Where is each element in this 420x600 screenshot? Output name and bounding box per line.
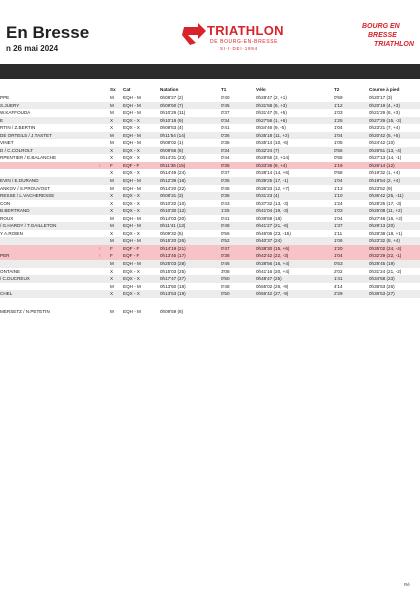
cell-team-name: E [0,117,4,123]
cell-velo: 0h36'33 (12, +7) [256,185,290,191]
cell-sex: M [110,178,114,184]
table-row [0,94,420,102]
cell-sex: M [110,102,114,108]
cell-velo: 0h38'56 (16, +4) [256,261,290,267]
cell-course-a-pied: 0h32'29 (22, -1) [369,253,402,259]
cell-velo: 0h38'14 (14, +6) [256,170,290,176]
cell-sex: F [110,253,113,259]
cell-team-name: / C.DUCREUX [0,276,30,282]
header-bar [0,64,420,79]
cell-natation: 0h25'03 (28) [160,261,186,267]
cell-sex: X [110,193,114,199]
cell-velo: 0h35'18 (11, +2) [256,132,290,138]
table-row [0,275,420,283]
cell-t1: 3'08 [221,268,230,274]
cell-natation: 0h14'31 (23) [160,155,186,161]
cell-category: EQH - M [123,308,141,314]
cell-natation: 0h13'50 (18) [160,283,186,289]
cell-velo: 0h37'32 (13, -3) [256,200,289,206]
cell-category: EQX - X [123,230,140,236]
cell-sex: X [110,155,114,161]
cell-category: EQX - X [123,125,140,131]
col-header-t1: T1 [221,87,227,92]
table-row [0,139,420,147]
cell-course-a-pied: 0h20'17 (3) [369,95,393,100]
results-table [0,86,420,315]
cell-team-name: CON [0,200,11,206]
table-row [0,207,420,215]
cell-natation: 0h12'39 (16) [160,178,186,184]
cell-natation: 0h14'19 (21) [160,245,186,251]
table-row [0,237,420,245]
cell-category: EQH - M [123,132,141,138]
cell-velo: 0h42'42 (22, -3) [256,253,289,259]
cell-t2: 0'58 [334,170,343,176]
cell-natation: 0h13'45 (17) [160,253,186,259]
cell-t2: 1'10 [334,193,343,199]
cell-course-a-pied: 0h24'42 (10) [369,140,395,146]
cell-category: EQX - X [123,200,140,206]
cell-velo: 0h31'47 (5, +5) [256,110,287,116]
table-row [0,268,420,276]
cell-velo: 0h41'27 (21, -6) [256,223,289,229]
cell-t2: 2'02 [334,268,343,274]
cell-t1: 0'52 [221,238,230,244]
col-header-t2: T2 [334,87,340,92]
cell-velo: 0h41'04 (19, -3) [256,208,289,214]
cell-team-name: RESSE / L.VACHERESSE [0,193,55,199]
cell-natation: 0h09'50 (7) [160,102,184,108]
cell-natation: 0h13'53 (19) [160,291,186,297]
cell-t1: 0'38 [221,253,230,259]
cell-sex: M [110,110,114,116]
cell-velo: 0h39'59 (18) [256,215,282,221]
cell-t2: 1'25 [334,117,343,123]
table-row [0,177,420,185]
cell-t2: 1'06 [334,238,343,244]
cell-velo: 0h27'56 (1, +6) [256,117,287,123]
bb-logo-line: TRIATHLON [374,41,414,48]
cell-sex: F [110,245,113,251]
event-title: En Bresse [6,23,90,42]
cell-course-a-pied: 0h27'48 (16, +2) [369,215,403,221]
cell-team-name: Y A.ROBIN [0,230,23,236]
cell-category: EQX - X [123,291,140,297]
cell-t2: 1'19 [334,162,343,168]
cell-t1: 0'47 [221,245,230,251]
cell-team-name: CHEL [0,291,13,297]
table-row [0,162,420,170]
cell-t2: 2'29 [334,291,343,297]
female-icon: ♀ [98,253,102,259]
table-row [0,290,420,298]
cell-sex: X [110,276,114,282]
cell-t1: 0'35 [221,178,230,184]
cell-sex: X [110,200,114,206]
cell-t1: 0'36 [221,193,230,199]
table-row [0,252,420,260]
cell-category: EQH - M [123,102,141,108]
table-row [0,124,420,132]
table-row [0,200,420,208]
table-row [0,283,420,291]
cell-t1: 0'50 [221,276,230,282]
cell-category: EQH - M [123,110,141,116]
cell-natation: 0h09'32 (5) [160,230,184,236]
col-header-sx: Sx [110,87,116,92]
cell-sex: M [110,215,114,221]
cell-velo: 0h56'42 (27, -9) [256,291,289,297]
cell-team-name: / G.HARDY / T.GAILLETON [0,223,57,229]
cell-velo: 0h28'56 (3, +14) [256,155,290,161]
cell-t2: 0'59 [334,95,343,100]
cell-t2: 0'55 [334,147,343,153]
cell-category: EQX - X [123,208,140,214]
col-header-course-a-pied: Course à pied [369,87,400,92]
cell-t1: 0'48 [221,223,230,229]
cell-category: EQX - X [123,268,140,274]
triathlon-logo-sub: DE BOURG-EN-BRESSE [210,39,279,45]
cell-velo: 0h55'02 (26, -9) [256,283,289,289]
cell-t1: 0'41 [221,215,230,221]
cell-team-name: PER [0,253,10,259]
cell-velo: 0h32'24 (7) [256,147,280,153]
cell-sex: X [110,208,114,214]
cell-natation: 0h08'31 (3) [160,193,184,199]
cell-t1: 0'48 [221,283,230,289]
col-header-cat: Cat [123,87,131,92]
cell-sex: X [110,268,114,274]
cell-course-a-pied: 0h26'51 (13, -4) [369,147,402,153]
cell-sex: M [110,132,114,138]
cell-sex: X [110,291,114,297]
cell-velo: 0h33'36 (8, +4) [256,162,287,168]
cell-natation: 0h17'47 (27) [160,276,186,282]
cell-course-a-pied: 0h28'45 (19) [369,261,395,267]
cell-natation: 0h11'41 (13) [160,223,186,229]
cell-t2: 1'13 [334,185,343,191]
cell-category: EQH - M [123,178,141,184]
cell-natation: 0h10'20 (10) [160,200,186,206]
cell-category: EQX - X [123,117,140,123]
table-row [0,132,420,140]
table-header-row [0,86,420,94]
table-row [0,308,420,316]
cell-t2: 1'04 [334,132,343,138]
cell-course-a-pied: 0h28'38 (18, +1) [369,230,403,236]
cell-velo: 0h48'47 (25) [256,276,282,282]
cell-category: EQH - M [123,215,141,221]
cell-t1: 0'34 [221,147,230,153]
cell-t2: 4'14 [334,283,343,289]
cell-t2: 1'37 [334,223,343,229]
cell-t2: 1'04 [334,125,343,131]
cell-t1: 0'37 [221,170,230,176]
cell-course-a-pied: 0h25'08 (11, +2) [369,208,403,214]
cell-natation: 0h14'20 (22) [160,185,186,191]
cell-velo: 0h40'37 (24) [256,238,282,244]
female-icon: ♀ [98,162,102,168]
cell-t1: 0'56 [221,230,230,236]
cell-course-a-pied: 0h29'13 (20) [369,223,395,229]
cell-category: EQX - X [123,276,140,282]
col-header-natation: Natation [160,87,179,92]
cell-sex: M [110,95,114,100]
cell-t1: 0'35 [221,162,230,168]
table-row [0,245,420,253]
cell-category: EQH - M [123,261,141,267]
cell-sex: M [110,185,114,191]
table-row [0,192,420,200]
cell-team-name: MERSETZ / N.PETETIN [0,308,50,314]
cell-team-name: W.KAFFOUDA [0,110,31,116]
cell-t2: 1'05 [334,140,343,146]
cell-sex: X [110,230,114,236]
cell-t1: 0'37 [221,110,230,116]
cell-natation: 0h14'49 (24) [160,170,186,176]
cell-t1: 0'40 [221,95,230,100]
bb-logo-line: BOURG EN [362,23,400,30]
cell-course-a-pied: 0h27'29 (15, -2) [369,117,402,123]
cell-course-a-pied: 0h31'24 (21, -2) [369,268,402,274]
cell-course-a-pied: 0h19'54 (2, +4) [369,178,400,184]
cell-velo: 0h34'46 (9, -5) [256,125,286,131]
cell-category: EQX - X [123,147,140,153]
col-header-velo: Vélo [256,87,266,92]
cell-team-name: RPENTIER / E.BALANCHE [0,155,57,161]
cell-t1: 0'41 [221,125,230,131]
cell-category: EQH - M [123,185,141,191]
table-row [0,169,420,177]
cell-t2: 1'03 [334,110,343,116]
cell-natation: 0h10'18 (9) [160,117,184,123]
cell-course-a-pied: 0h35'02 (24, -4) [369,245,402,251]
cell-sex: X [110,125,114,131]
cell-velo: 0h39'25 (17, -1) [256,178,289,184]
cell-velo: 0h38'30 (15, +6) [256,245,290,251]
cell-team-name: S.JUERY [0,102,20,108]
cell-natation: 0h11'36 (15) [160,162,186,168]
cell-t1: 1'25 [221,208,230,214]
cell-velo: 0h31'58 (6, +3) [256,102,287,108]
table-row [0,260,420,268]
triathlon-arrow-icon [182,23,206,45]
cell-course-a-pied: 0h36'53 (27) [369,291,395,297]
cell-sex: X [110,147,114,153]
cell-course-a-pied: 0h23'52 (9) [369,185,393,191]
cell-t1: 0'46 [221,261,230,267]
cell-t1: 0'36 [221,132,230,138]
cell-natation: 0h15'20 (26) [160,238,186,244]
table-row [0,154,420,162]
cell-t1: 0'45 [221,185,230,191]
cell-natation: 0h11'54 (14) [160,132,186,138]
cell-team-name: B.BERTRAND [0,208,30,214]
event-date: n 26 mai 2024 [6,44,59,53]
cell-category: EQH - M [123,238,141,244]
cell-team-name: ONTAINE [0,268,21,274]
bb-logo-line: BRESSE [368,32,397,39]
cell-category: EQF - F [123,253,140,259]
table-gap [0,298,420,308]
cell-category: EQX - X [123,193,140,199]
cell-t2: 1'04 [334,178,343,184]
table-row [0,147,420,155]
cell-natation: 0h14'03 (20) [160,215,186,221]
cell-team-name: D / C.COLROLT [0,147,34,153]
cell-team-name: VINET [0,140,14,146]
cell-course-a-pied: 0h34'58 (23) [369,276,395,282]
cell-team-name: PPE [0,95,10,100]
cell-category: EQH - M [123,283,141,289]
cell-course-a-pied: 0h19'32 (1, +4) [369,170,400,176]
cell-velo: 0h31'23 (4) [256,193,280,199]
cell-t1: 0'45 [221,102,230,108]
cell-sex: F [110,162,113,168]
cell-sex: M [110,140,114,146]
cell-course-a-pied: 0h26'14 (12) [369,162,395,168]
cell-t2: 1'24 [334,200,343,206]
cell-course-a-pied: 0h36'42 (25, -11) [369,193,404,199]
cell-course-a-pied: 0h20'42 (5, +5) [369,132,400,138]
cell-t1: 0'43 [221,200,230,206]
cell-velo: 0h28'47 (2, +1) [256,95,287,100]
cell-t2: 1'04 [334,215,343,221]
cell-t1: 0'34 [221,117,230,123]
page-header [0,0,420,62]
triathlon-logo [182,22,302,60]
cell-course-a-pied: 0h20'19 (4, +3) [369,102,400,108]
cell-natation: 0h08'27 (2) [160,95,184,100]
cell-t2: 1'03 [334,208,343,214]
cell-category: EQF - F [123,245,140,251]
cell-t2: 0'55 [334,155,343,161]
cell-category: EQX - X [123,170,140,176]
table-row [0,230,420,238]
bourg-en-bresse-logo [362,22,416,56]
page-footer: Ré [404,582,410,587]
cell-sex: M [110,261,114,267]
cell-natation: 0h09'56 (6) [160,147,184,153]
cell-natation: 0h09'59 (8) [160,308,184,314]
cell-course-a-pied: 0h21'29 (6, +3) [369,110,400,116]
table-row [0,117,420,125]
cell-category: EQX - X [123,155,140,161]
table-row [0,109,420,117]
cell-sex: M [110,308,114,314]
cell-team-name: EVIN / E.DURAND [0,178,39,184]
cell-category: EQH - M [123,223,141,229]
cell-sex: X [110,170,114,176]
triathlon-logo-since: SI·I·DEI·1994 [220,46,258,51]
cell-course-a-pied: 0h27'13 (14, -1) [369,155,402,161]
cell-course-a-pied: 0h28'25 (17, -3) [369,200,402,206]
cell-natation: 0h08'53 (4) [160,125,184,131]
cell-t2: 1'11 [334,230,343,236]
cell-sex: X [110,117,114,123]
cell-team-name: RTIN / Z.BERTIN [0,125,36,131]
cell-team-name: DE ORTEILS / J.TASTET [0,132,52,138]
cell-course-a-pied: 0h36'53 (26) [369,283,395,289]
table-row [0,222,420,230]
cell-team-name: ROUX [0,215,14,221]
cell-t2: 1'41 [334,276,343,282]
cell-t2: 1'20 [334,245,343,251]
cell-category: EQF - F [123,162,140,168]
cell-sex: M [110,283,114,289]
cell-velo: 0h41'16 (20, +4) [256,268,290,274]
cell-natation: 0h10'29 (11) [160,110,186,116]
cell-t1: 0'36 [221,140,230,146]
female-icon: ♀ [98,245,102,251]
cell-course-a-pied: 0h23'32 (8, +4) [369,238,400,244]
cell-t2: 0'53 [334,261,343,267]
cell-category: EQH - M [123,95,141,100]
cell-sex: M [110,238,114,244]
cell-course-a-pied: 0h23'21 (7, +4) [369,125,400,131]
table-row [0,102,420,110]
triathlon-logo-name: TRIATHLON [207,23,284,38]
cell-t2: 1'04 [334,253,343,259]
cell-natation: 0h15'03 (25) [160,268,186,274]
table-row [0,185,420,193]
cell-team-name: ANKOV / S.PROUVOST [0,185,51,191]
table-row [0,215,420,223]
cell-t2: 1'12 [334,102,343,108]
cell-t1: 0'44 [221,155,230,161]
cell-t1: 0'50 [221,291,230,297]
cell-velo: 0h35'14 (10, -6) [256,140,289,146]
cell-sex: M [110,223,114,229]
cell-category: EQH - M [123,140,141,146]
cell-velo: 0h46'06 (23, -15) [256,230,291,236]
cell-natation: 0h10'30 (12) [160,208,186,214]
cell-natation: 0h08'02 (1) [160,140,184,146]
